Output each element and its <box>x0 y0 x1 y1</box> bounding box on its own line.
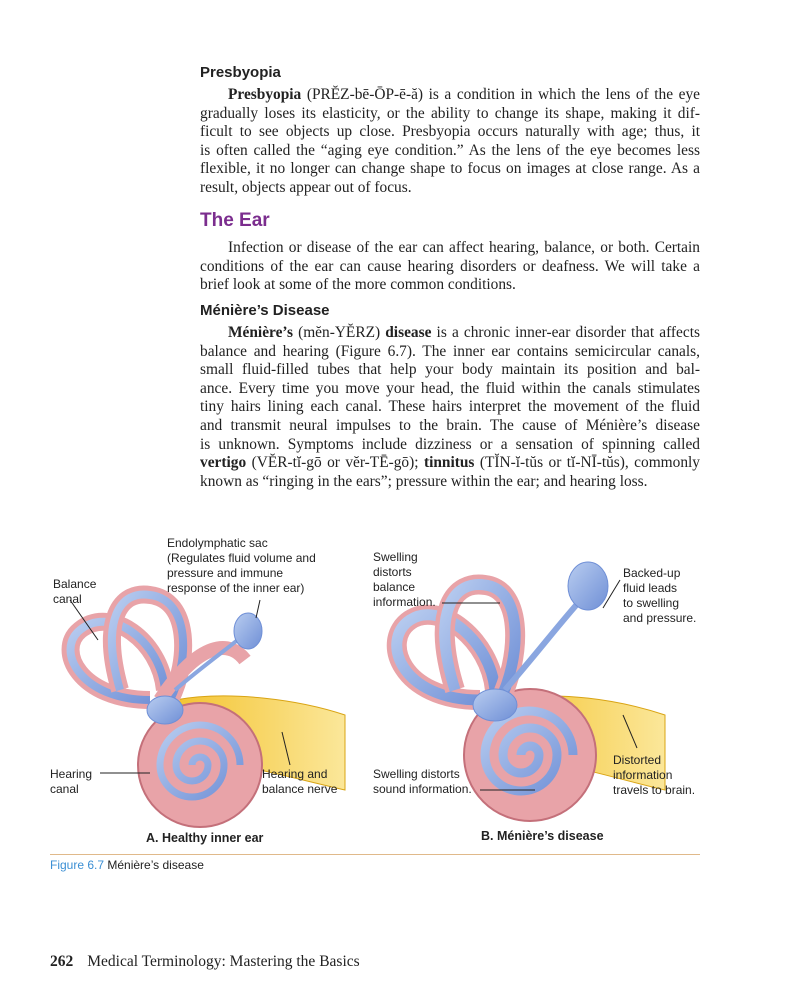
text-run: flexible, it no longer can change shape to focus on images at close range. As a <box>200 160 700 178</box>
page-footer <box>50 953 360 971</box>
page-number: 262 <box>50 953 74 970</box>
text-run: (mĕn-YĔRZ) <box>292 324 386 341</box>
section-heading-menieres: Ménière’s Disease <box>200 302 330 319</box>
text-run: ance. Every time you move your head, the fluid within the canals stimulates <box>200 379 700 397</box>
key-term: vertigo <box>200 454 247 472</box>
text-run: known as “ringing in the ears”; pressure within the ear; and hearing loss. <box>200 472 648 490</box>
key-term: disease <box>385 324 432 341</box>
panel-b-title: B. Ménière’s disease <box>481 829 604 843</box>
label-swelling-sound: Swelling distorts sound information. <box>373 767 472 796</box>
label-distorted-information: Distorted information travels to brain. <box>613 753 696 797</box>
label-hearing-canal: Hearing canal <box>50 767 93 796</box>
figure-number: Figure 6.7 <box>50 858 105 872</box>
text-run: brief look at some of the more common conditions. <box>200 276 516 294</box>
text-run: conditions of the ear can cause hearing disorders or deafness. We will take a <box>200 257 700 275</box>
text-run: and transmit neural impulses to the brain. The cause of Ménière’s disease <box>200 416 700 434</box>
key-term: tinnitus <box>423 454 475 472</box>
label-swelling-balance: Swelling distorts balance information. <box>373 550 436 609</box>
figure-caption-text: Ménière’s disease <box>104 858 204 872</box>
text-run: balance and hearing (Figure 6.7). The inner ear contains semicircular canals, <box>200 342 700 360</box>
text-run: is often called the “aging eye condition.” As the lens of the eye becomes less <box>200 141 700 159</box>
text-run: is unknown. Symptoms include dizziness or a sensation of spinning called <box>200 435 700 453</box>
text-run: small fluid-filled tubes that help your body maintain its position and bal- <box>200 361 700 379</box>
label-endolymphatic-sac: Endolymphatic sac (Regulates fluid volume and pressure and immune response of the inner ear) <box>167 536 316 595</box>
figure-caption <box>50 858 204 872</box>
label-backed-up-fluid: Backed-up fluid leads to swelling and pressure. <box>623 566 697 625</box>
label-hearing-balance-nerve: Hearing and balance nerve <box>262 767 338 796</box>
text-run: (PRĔZ-bē-ŌP-ē-ă) is a condition in which the lens of the eye <box>301 86 700 103</box>
text-run: (TĬN-ĭ-tŭs or tĭ-NĪ-tŭs), commonly <box>474 454 700 472</box>
text-run: result, objects appear out of focus. <box>200 178 412 196</box>
text-run: gradually loses its elasticity, or the ability to change its shape, making it dif- <box>200 104 700 122</box>
book-title: Medical Terminology: Mastering the Basics <box>87 953 360 970</box>
label-balance-canal: Balance canal <box>53 577 97 606</box>
text-run: (VĔR-tĭ-gō or vĕr-TĒ-gō); <box>246 454 424 472</box>
key-term: Presbyopia <box>228 86 302 103</box>
section-heading-the-ear: The Ear <box>200 210 270 231</box>
text-run: is a chronic inner-ear disorder that affects <box>431 324 700 341</box>
text-run: ficult to see objects up close. Presbyopia occurs naturally with age; thus, it <box>200 123 700 141</box>
panel-a-title: A. Healthy inner ear <box>146 831 264 845</box>
text-run: Infection or disease of the ear can affect hearing, balance, or both. Certain <box>228 239 700 256</box>
section-heading-presbyopia: Presbyopia <box>200 64 281 81</box>
text-run: tiny hairs lining each canal. These hairs interpret the movement of the fluid <box>200 398 700 416</box>
key-term: Ménière’s <box>228 324 293 341</box>
caption-divider <box>50 854 700 855</box>
